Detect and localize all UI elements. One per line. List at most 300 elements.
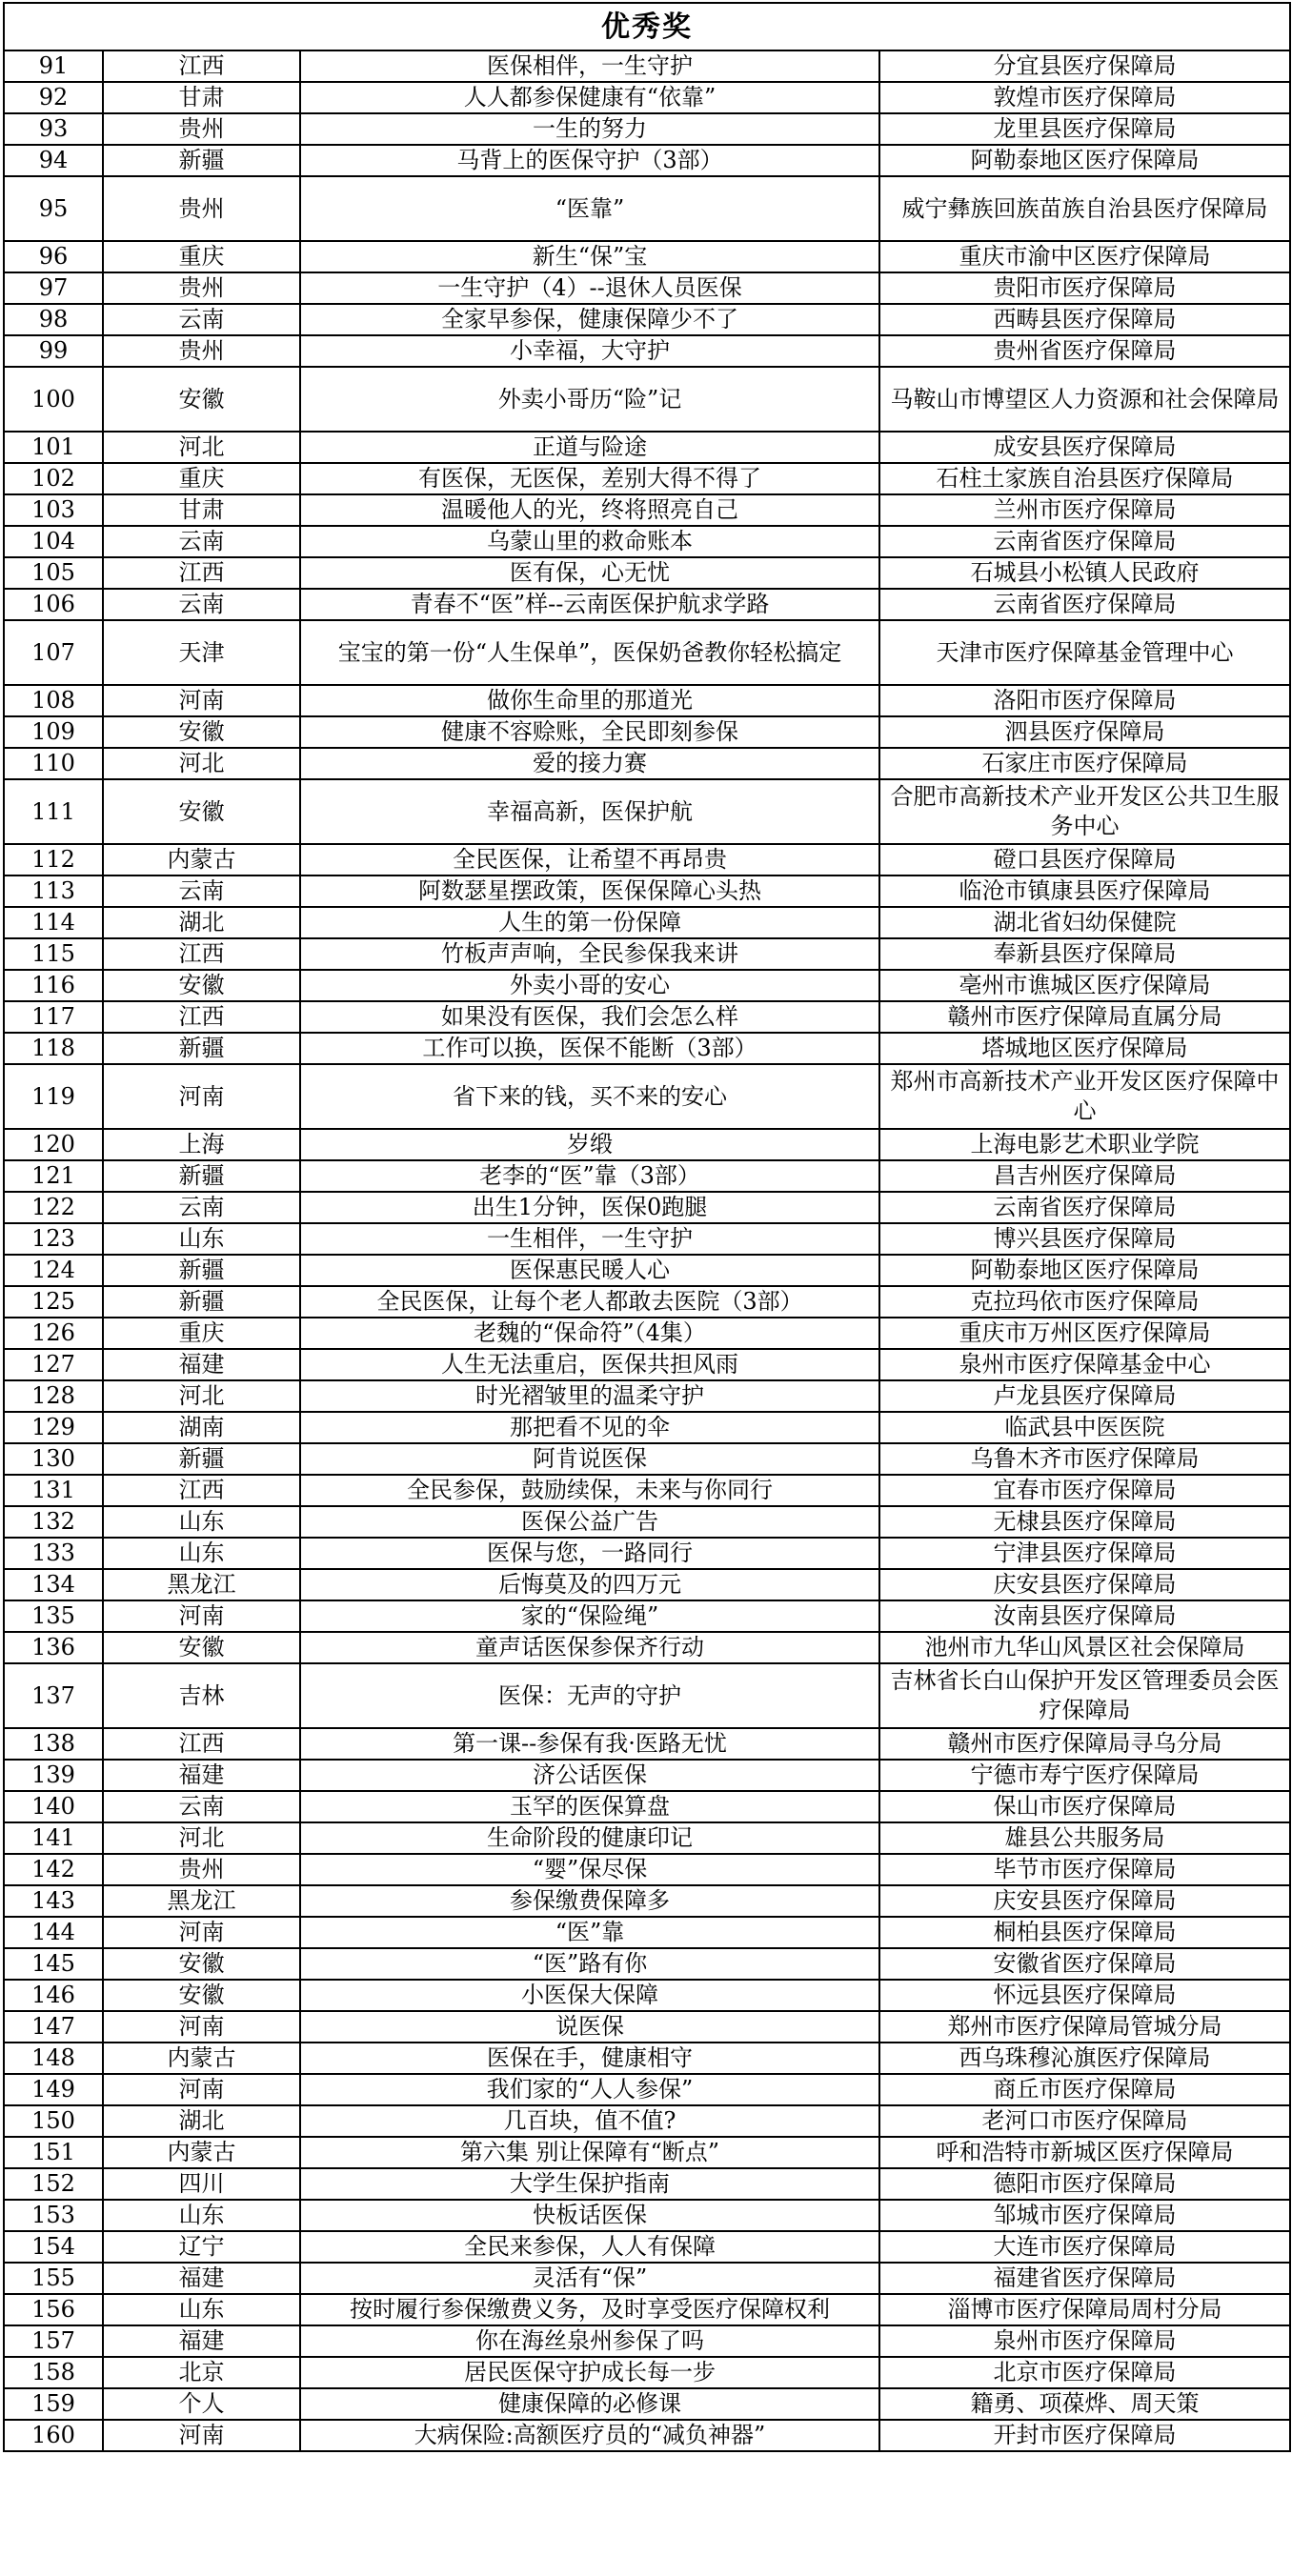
row-work-title: 大病保险:高额医疗员的“减负神器” [300,2420,879,2451]
row-work-title: 老李的“医”靠（3部） [300,1160,879,1192]
table-row [4,716,1290,748]
row-work-title: “婴”保尽保 [300,1854,879,1885]
row-number: 144 [4,1917,103,1948]
row-work-title: 马背上的医保守护（3部） [300,145,879,176]
row-unit: 西乌珠穆沁旗医疗保障局 [879,2043,1290,2074]
row-number: 130 [4,1443,103,1475]
row-province: 湖北 [103,907,300,938]
row-province: 山东 [103,1223,300,1255]
row-work-title: 那把看不见的伞 [300,1412,879,1443]
table-row [4,620,1290,685]
row-number: 147 [4,2011,103,2043]
row-province: 新疆 [103,1443,300,1475]
row-province: 新疆 [103,145,300,176]
row-unit: 池州市九华山风景区社会保障局 [879,1632,1290,1663]
row-number: 109 [4,716,103,748]
row-number: 136 [4,1632,103,1663]
row-unit: 雄县公共服务局 [879,1822,1290,1854]
row-work-title: 做你生命里的那道光 [300,685,879,716]
row-unit: 湖北省妇幼保健院 [879,907,1290,938]
table-row [4,1318,1290,1349]
row-work-title: 你在海丝泉州参保了吗 [300,2325,879,2357]
table-row [4,1917,1290,1948]
row-unit: 郑州市医疗保障局管城分局 [879,2011,1290,2043]
row-number: 111 [4,779,103,844]
row-unit: 阿勒泰地区医疗保障局 [879,145,1290,176]
row-number: 139 [4,1760,103,1791]
row-work-title: 人生的第一份保障 [300,907,879,938]
row-work-title: 快板话医保 [300,2200,879,2231]
row-province: 内蒙古 [103,2043,300,2074]
row-work-title: 生命阶段的健康印记 [300,1822,879,1854]
row-work-title: 爱的接力赛 [300,748,879,779]
row-province: 江西 [103,938,300,970]
row-province: 贵州 [103,272,300,304]
row-province: 吉林 [103,1663,300,1728]
row-number: 98 [4,304,103,335]
table-row [4,2263,1290,2294]
row-number: 149 [4,2074,103,2105]
row-number: 119 [4,1064,103,1129]
row-number: 137 [4,1663,103,1728]
row-work-title: 如果没有医保，我们会怎么样 [300,1001,879,1033]
row-number: 112 [4,844,103,875]
row-unit: 泉州市医疗保障基金中心 [879,1349,1290,1380]
table-row [4,145,1290,176]
row-unit: 奉新县医疗保障局 [879,938,1290,970]
table-row [4,2074,1290,2105]
table-row [4,1822,1290,1854]
row-unit: 大连市医疗保障局 [879,2231,1290,2263]
row-number: 126 [4,1318,103,1349]
row-work-title: 竹板声声响，全民参保我来讲 [300,938,879,970]
row-province: 福建 [103,1760,300,1791]
table-title: 优秀奖 [4,3,1290,50]
row-province: 新疆 [103,1033,300,1064]
row-work-title: 全民医保，让希望不再昂贵 [300,844,879,875]
row-unit: 洛阳市医疗保障局 [879,685,1290,716]
row-province: 河南 [103,1917,300,1948]
row-number: 122 [4,1192,103,1223]
table-row [4,113,1290,145]
row-work-title: 童声话医保参保齐行动 [300,1632,879,1663]
row-work-title: 医保在手，健康相守 [300,2043,879,2074]
table-row [4,335,1290,367]
row-province: 上海 [103,1129,300,1160]
row-province: 河南 [103,1600,300,1632]
row-unit: 石家庄市医疗保障局 [879,748,1290,779]
table-row [4,304,1290,335]
table-row [4,589,1290,620]
row-number: 117 [4,1001,103,1033]
row-province: 云南 [103,526,300,557]
row-number: 129 [4,1412,103,1443]
row-number: 154 [4,2231,103,2263]
row-work-title: 外卖小哥历“险”记 [300,367,879,432]
row-work-title: 健康不容赊账，全民即刻参保 [300,716,879,748]
row-unit: 西畴县医疗保障局 [879,304,1290,335]
row-number: 143 [4,1885,103,1917]
row-province: 湖北 [103,2105,300,2137]
table-row [4,938,1290,970]
row-province: 天津 [103,620,300,685]
row-province: 黑龙江 [103,1885,300,1917]
row-work-title: 青春不“医”样--云南医保护航求学路 [300,589,879,620]
row-number: 131 [4,1475,103,1506]
table-row [4,1192,1290,1223]
row-number: 157 [4,2325,103,2357]
row-unit: 上海电影艺术职业学院 [879,1129,1290,1160]
row-province: 贵州 [103,113,300,145]
row-province: 北京 [103,2357,300,2388]
row-number: 120 [4,1129,103,1160]
row-work-title: 温暖他人的光，终将照亮自己 [300,494,879,526]
row-province: 安徽 [103,1948,300,1980]
table-row [4,2168,1290,2200]
row-unit: 宁德市寿宁医疗保障局 [879,1760,1290,1791]
row-province: 新疆 [103,1255,300,1286]
award-table [3,2,1291,2452]
table-row [4,2137,1290,2168]
row-province: 黑龙江 [103,1569,300,1600]
title-row [4,3,1290,50]
row-province: 安徽 [103,779,300,844]
row-unit: 亳州市谯城区医疗保障局 [879,970,1290,1001]
row-number: 104 [4,526,103,557]
row-number: 138 [4,1728,103,1760]
table-row [4,1001,1290,1033]
row-unit: 商丘市医疗保障局 [879,2074,1290,2105]
row-number: 124 [4,1255,103,1286]
row-unit: 阿勒泰地区医疗保障局 [879,1255,1290,1286]
row-unit: 毕节市医疗保障局 [879,1854,1290,1885]
row-unit: 泗县医疗保障局 [879,716,1290,748]
row-unit: 卢龙县医疗保障局 [879,1380,1290,1412]
row-number: 95 [4,176,103,241]
row-number: 146 [4,1980,103,2011]
row-work-title: 参保缴费保障多 [300,1885,879,1917]
table-row [4,1728,1290,1760]
table-row [4,1854,1290,1885]
table-row [4,1632,1290,1663]
row-unit: 成安县医疗保障局 [879,432,1290,463]
row-work-title: 灵活有“保” [300,2263,879,2294]
row-province: 江西 [103,1001,300,1033]
row-work-title: 健康保障的必修课 [300,2388,879,2420]
row-province: 山东 [103,2200,300,2231]
row-province: 安徽 [103,716,300,748]
row-unit: 博兴县医疗保障局 [879,1223,1290,1255]
table-row [4,1033,1290,1064]
row-unit: 庆安县医疗保障局 [879,1569,1290,1600]
row-province: 个人 [103,2388,300,2420]
row-number: 123 [4,1223,103,1255]
table-row [4,875,1290,907]
row-work-title: 幸福高新，医保护航 [300,779,879,844]
row-work-title: “医靠” [300,176,879,241]
row-province: 贵州 [103,1854,300,1885]
row-province: 云南 [103,589,300,620]
table-row [4,1160,1290,1192]
row-unit: 云南省医疗保障局 [879,1192,1290,1223]
row-unit: 德阳市医疗保障局 [879,2168,1290,2200]
row-number: 113 [4,875,103,907]
table-row [4,367,1290,432]
row-unit: 宜春市医疗保障局 [879,1475,1290,1506]
row-unit: 天津市医疗保障基金管理中心 [879,620,1290,685]
table-row [4,2231,1290,2263]
row-unit: 福建省医疗保障局 [879,2263,1290,2294]
table-row [4,1443,1290,1475]
table-row [4,2325,1290,2357]
row-unit: 磴口县医疗保障局 [879,844,1290,875]
row-work-title: 人生无法重启，医保共担风雨 [300,1349,879,1380]
row-unit: 合肥市高新技术产业开发区公共卫生服务中心 [879,779,1290,844]
row-number: 107 [4,620,103,685]
row-province: 福建 [103,2263,300,2294]
row-work-title: 医保相伴，一生守护 [300,50,879,82]
table-row [4,1412,1290,1443]
row-unit: 宁津县医疗保障局 [879,1538,1290,1569]
table-row [4,1286,1290,1318]
row-work-title: 全民医保，让每个老人都敢去医院（3部） [300,1286,879,1318]
row-province: 湖南 [103,1412,300,1443]
row-province: 贵州 [103,335,300,367]
row-province: 河南 [103,1064,300,1129]
row-number: 159 [4,2388,103,2420]
row-number: 96 [4,241,103,272]
row-number: 135 [4,1600,103,1632]
row-work-title: 时光褶皱里的温柔守护 [300,1380,879,1412]
row-unit: 分宜县医疗保障局 [879,50,1290,82]
table-row [4,82,1290,113]
row-unit: 克拉玛依市医疗保障局 [879,1286,1290,1318]
row-unit: 昌吉州医疗保障局 [879,1160,1290,1192]
table-row [4,2105,1290,2137]
table-row [4,748,1290,779]
table-row [4,2420,1290,2451]
row-unit: 庆安县医疗保障局 [879,1885,1290,1917]
row-number: 156 [4,2294,103,2325]
row-number: 152 [4,2168,103,2200]
row-work-title: 医保：无声的守护 [300,1663,879,1728]
row-unit: 赣州市医疗保障局寻乌分局 [879,1728,1290,1760]
row-unit: 兰州市医疗保障局 [879,494,1290,526]
table-row [4,844,1290,875]
row-province: 河南 [103,685,300,716]
row-work-title: 省下来的钱，买不来的安心 [300,1064,879,1129]
row-number: 128 [4,1380,103,1412]
table-row [4,2043,1290,2074]
row-unit: 汝南县医疗保障局 [879,1600,1290,1632]
table-row [4,432,1290,463]
row-number: 101 [4,432,103,463]
row-province: 福建 [103,1349,300,1380]
table-row [4,1948,1290,1980]
row-province: 河南 [103,2011,300,2043]
row-unit: 乌鲁木齐市医疗保障局 [879,1443,1290,1475]
row-province: 河北 [103,1380,300,1412]
row-number: 106 [4,589,103,620]
row-unit: 石城县小松镇人民政府 [879,557,1290,589]
row-work-title: 按时履行参保缴费义务，及时享受医疗保障权利 [300,2294,879,2325]
row-unit: 安徽省医疗保障局 [879,1948,1290,1980]
table-row [4,1538,1290,1569]
row-work-title: 工作可以换，医保不能断（3部） [300,1033,879,1064]
row-number: 125 [4,1286,103,1318]
row-work-title: 第一课--参保有我·医路无忧 [300,1728,879,1760]
table-row [4,907,1290,938]
table-row [4,1255,1290,1286]
row-province: 河北 [103,1822,300,1854]
row-work-title: 正道与险途 [300,432,879,463]
row-work-title: 大学生保护指南 [300,2168,879,2200]
row-work-title: 全民参保，鼓励续保，未来与你同行 [300,1475,879,1506]
row-province: 甘肃 [103,494,300,526]
table-row [4,272,1290,304]
row-work-title: 后悔莫及的四万元 [300,1569,879,1600]
row-province: 安徽 [103,1632,300,1663]
row-work-title: 外卖小哥的安心 [300,970,879,1001]
table-row [4,463,1290,494]
row-province: 云南 [103,304,300,335]
row-number: 108 [4,685,103,716]
row-province: 河南 [103,2420,300,2451]
row-province: 山东 [103,1538,300,1569]
table-row [4,1663,1290,1728]
row-work-title: 医保惠民暖人心 [300,1255,879,1286]
row-work-title: 小医保大保障 [300,1980,879,2011]
row-unit: 泉州市医疗保障局 [879,2325,1290,2357]
row-number: 153 [4,2200,103,2231]
row-province: 河南 [103,2074,300,2105]
row-number: 102 [4,463,103,494]
row-number: 155 [4,2263,103,2294]
table-row [4,50,1290,82]
row-province: 辽宁 [103,2231,300,2263]
row-work-title: 家的“保险绳” [300,1600,879,1632]
row-province: 甘肃 [103,82,300,113]
row-province: 江西 [103,1728,300,1760]
row-province: 新疆 [103,1160,300,1192]
row-unit: 籍勇、项葆烨、周天策 [879,2388,1290,2420]
table-row [4,1506,1290,1538]
row-province: 山东 [103,1506,300,1538]
row-province: 贵州 [103,176,300,241]
row-work-title: 医保公益广告 [300,1506,879,1538]
row-province: 云南 [103,875,300,907]
row-work-title: 玉罕的医保算盘 [300,1791,879,1822]
table-row [4,176,1290,241]
table-row [4,1569,1290,1600]
row-province: 内蒙古 [103,2137,300,2168]
table-row [4,1129,1290,1160]
row-number: 150 [4,2105,103,2137]
row-number: 160 [4,2420,103,2451]
row-unit: 吉林省长白山保护开发区管理委员会医疗保障局 [879,1663,1290,1728]
row-province: 河北 [103,748,300,779]
table-row [4,1980,1290,2011]
row-unit: 敦煌市医疗保障局 [879,82,1290,113]
row-unit: 重庆市渝中区医疗保障局 [879,241,1290,272]
table-row [4,1885,1290,1917]
row-number: 118 [4,1033,103,1064]
table-row [4,2294,1290,2325]
row-work-title: “医”靠 [300,1917,879,1948]
row-unit: 云南省医疗保障局 [879,589,1290,620]
row-work-title: 阿肯说医保 [300,1443,879,1475]
table-row [4,2200,1290,2231]
table-row [4,1600,1290,1632]
row-number: 92 [4,82,103,113]
row-unit: 威宁彝族回族苗族自治县医疗保障局 [879,176,1290,241]
row-number: 115 [4,938,103,970]
row-unit: 马鞍山市博望区人力资源和社会保障局 [879,367,1290,432]
table-row [4,494,1290,526]
row-unit: 贵州省医疗保障局 [879,335,1290,367]
row-work-title: 第六集 别让保障有“断点” [300,2137,879,2168]
row-number: 121 [4,1160,103,1192]
table-row [4,1064,1290,1129]
row-province: 内蒙古 [103,844,300,875]
row-province: 云南 [103,1791,300,1822]
row-unit: 开封市医疗保障局 [879,2420,1290,2451]
row-province: 江西 [103,557,300,589]
row-unit: 桐柏县医疗保障局 [879,1917,1290,1948]
row-unit: 老河口市医疗保障局 [879,2105,1290,2137]
table-row [4,1349,1290,1380]
row-province: 安徽 [103,1980,300,2011]
table-row [4,241,1290,272]
row-province: 云南 [103,1192,300,1223]
table-row [4,1791,1290,1822]
row-number: 110 [4,748,103,779]
row-unit: 保山市医疗保障局 [879,1791,1290,1822]
row-number: 105 [4,557,103,589]
row-work-title: 居民医保守护成长每一步 [300,2357,879,2388]
row-number: 145 [4,1948,103,1980]
row-unit: 龙里县医疗保障局 [879,113,1290,145]
row-work-title: 新生“保”宝 [300,241,879,272]
row-number: 140 [4,1791,103,1822]
table-row [4,1760,1290,1791]
row-work-title: 出生1分钟，医保0跑腿 [300,1192,879,1223]
table-row [4,557,1290,589]
row-number: 100 [4,367,103,432]
row-number: 132 [4,1506,103,1538]
row-number: 94 [4,145,103,176]
row-unit: 云南省医疗保障局 [879,526,1290,557]
row-number: 103 [4,494,103,526]
row-unit: 呼和浩特市新城区医疗保障局 [879,2137,1290,2168]
row-province: 重庆 [103,1318,300,1349]
row-number: 151 [4,2137,103,2168]
row-work-title: 宝宝的第一份“人生保单”，医保奶爸教你轻松搞定 [300,620,879,685]
table-row [4,1475,1290,1506]
row-work-title: 说医保 [300,2011,879,2043]
row-work-title: 一生相伴，一生守护 [300,1223,879,1255]
row-province: 河北 [103,432,300,463]
row-province: 重庆 [103,463,300,494]
row-number: 142 [4,1854,103,1885]
row-unit: 贵阳市医疗保障局 [879,272,1290,304]
row-province: 安徽 [103,367,300,432]
table-row [4,685,1290,716]
row-work-title: 乌蒙山里的救命账本 [300,526,879,557]
row-unit: 怀远县医疗保障局 [879,1980,1290,2011]
row-number: 158 [4,2357,103,2388]
row-number: 133 [4,1538,103,1569]
